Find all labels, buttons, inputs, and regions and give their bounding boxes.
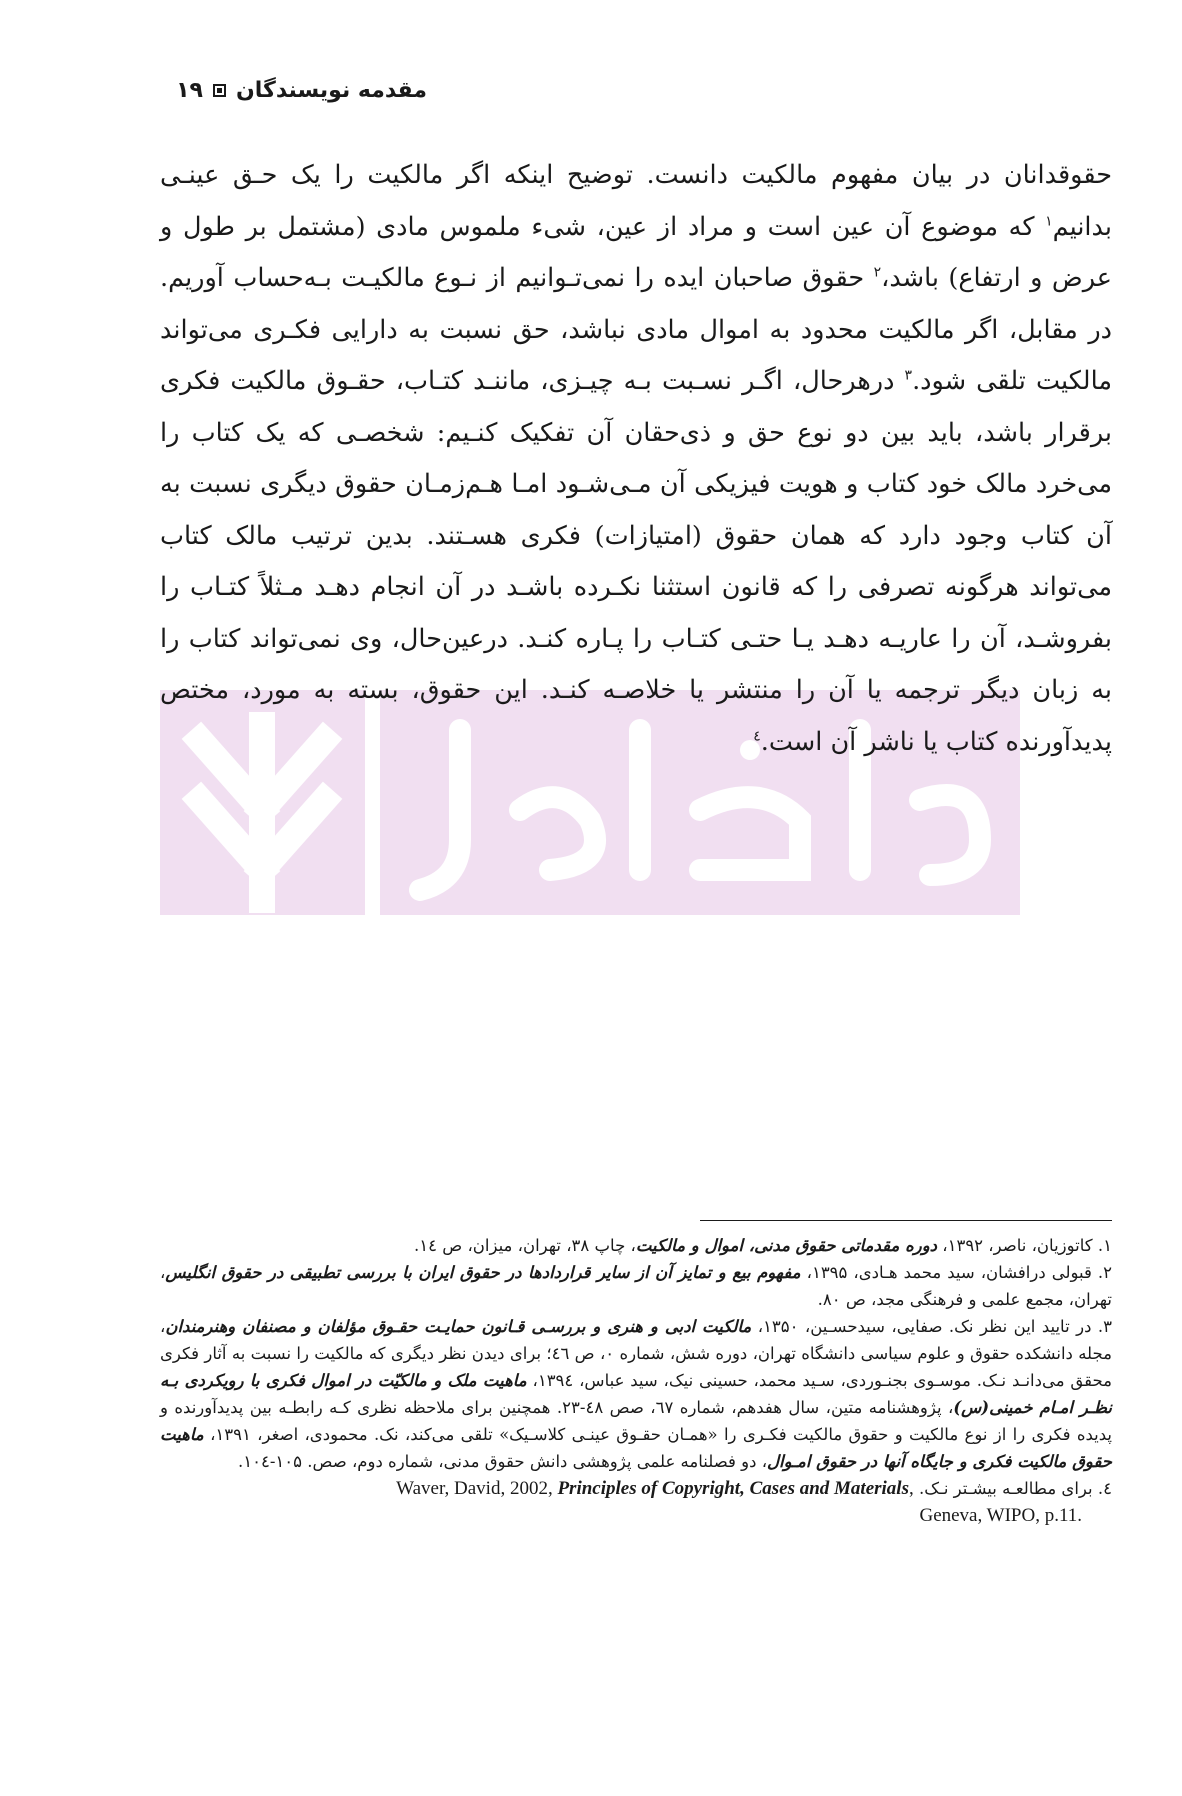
cited-title: دوره مقدماتی حقوق مدنی، اموال و مالکیت [635,1236,938,1255]
running-head [176,78,427,103]
footnote-1: ۱. کاتوزیان، ناصر، ۱۳۹۲، دوره مقدماتی حقوق مدنی، اموال و مالکیت، چاپ ۳۸، تهران، میزان، ص ۱٤. [414,1236,1112,1255]
cited-title: ماهیت ملک و مالکیّت در اموال فکری با رویکردی بـه نظـر امـام خمینی(س) [160,1371,1112,1417]
chapter-title: مقدمه نویسندگان [235,78,427,103]
cited-title: مفهوم بیع و تمایز آن از سایر قراردادها در حقوق ایران با بررسی تطبیقی در حقوق انگلیس [165,1263,801,1282]
cited-title: Principles of Copyright, Cases and Materials [557,1478,909,1499]
body-paragraph: حقوقدانان در بیان مفهوم مالکیت دانست. توضیح اینکه اگر مالکیت را یک حـق عینـی بدانیم$^۱$ که موضوع آن عین است و مراد از عین، شیء ملموس مادی (مشتمل بر طول و عرض و ارتفاع) باشد،$^۲$ حقوق صاحبان ایده را نمی‌تـوانیم از نـوع مالکیـت بـه‌حساب آوریم. در مقابل، اگر مالکیت محدود به اموال مادی نباشد، حق نسبت به دارایی فکـری می‌تواند مالکیت تلقی شود.$^۳$ درهرحال، اگـر نسـبت بـه چیـزی، ماننـد کتـاب، حقـوق مالکیت فکری برقرار باشد، باید بین دو نوع حق و ذی‌حقان آن تفکیک کنـیم: شخصـی که یک کتاب را می‌خرد مالک خود کتاب و هویت فیزیکی آن مـی‌شـود امـا هـم‌زمـان حقوق دیگری نسبت به آن کتاب وجود دارد که همان حقوق (امتیازات) فکری هسـتند. بدین ترتیب مالک کتاب می‌تواند هرگونه تصرفی را که قانون استثنا نکـرده باشـد در آن انجام دهـد مـثلاً کتـاب را بفروشـد، آن را عاریـه دهـد یـا حتـی کتـاب را پـاره کنـد. درعین‌حال، وی نمی‌تواند کتاب را به زبان دیگر ترجمه یا آن را منتشر یا خلاصـه کنـد. این حقوق، بسته به مورد، مختص پدیدآورنده کتاب یا ناشر آن است.$^٤$ [160,160,1112,757]
footnotes-section [160,1232,1112,1529]
footnote-separator [700,1220,1112,1221]
footnote-ref-2[interactable]: ۲ [873,264,882,281]
footnote-3: ۳. در تایید این نظر نک. صفایی، سیدحسـین، ۱۳۵۰، مالکیت ادبی و هنری و بررسـی قـانون حمایـت حقـوق مؤلفان و مصنفان وهنرمندان، مجله دانشکده حقوق و علوم سیاسی دانشگاه تهران، دوره شش، شماره ۰، ص ٤٦؛ برای دیدن نظر دیگری که مالکیت را نسبت به آثار فکری محقق می‌دانـد نـک. موسـوی بجنـوردی، سـید محمد، حسینی نیک، سید عباس، ۱۳۹٤، ماهیت ملک و مالکیّت در اموال فکری با رویکردی بـه نظـر امـام خمینی(س)، پژوهشنامه متین، سال هفدهم، شماره ٦٧، صص ٤٨-۲۳. همچنین برای ملاحظه نظری کـه رابطـه بین پدیدآورنده و پدیده فکری را از نوع مالکیت و حقوق مالکیت فکـری را «همـان حقـوق عینـی کلاسـیک» تلقی می‌کند، نک. محمودی، اصغر، ۱۳۹۱، ماهیت حقوق مالکیت فکری و جایگاه آنها در حقوق امـوال، دو فصلنامه علمی پژوهشی دانش حقوق مدنی، شماره دوم، صص. ۱۰۵-۱۰٤. [160,1317,1113,1471]
cited-title: ماهیت حقوق مالکیت فکری و جایگاه آنها در حقوق امـوال [160,1425,1112,1471]
main-body-text [160,150,1112,768]
footnote-4: ٤. برای مطالعـه بیشـتر نـک. Waver, David, 2002, Principles of Copyright, Cases and Materials, [396,1478,1112,1499]
footnote-ref-1[interactable]: ۱ [1045,213,1053,229]
footnote-2: ۲. قبولی درافشان، سید محمد هـادی، ۱۳۹۵، مفهوم بیع و تمایز آن از سایر قراردادها در حقوق ایران با بررسی تطبیقی در حقوق انگلیس، تهران، مجمع علمی و فرهنگی مجد، ص ۸۰. [160,1263,1112,1309]
square-bullet-icon [213,84,226,97]
latin-citation: Waver, David, 2002, Principles of Copyright, Cases and Materials, [396,1478,914,1499]
page-number: ۱۹ [176,78,203,103]
footnote-ref-3[interactable]: ۳ [904,367,913,384]
cited-title: مالکیت ادبی و هنری و بررسـی قـانون حمایـت حقـوق مؤلفان و مصنفان وهنرمندان [165,1317,752,1336]
latin-citation-continued: Geneva, WIPO, p.11. [919,1505,1082,1526]
footnote-ref-4[interactable]: ٤ [753,728,761,744]
